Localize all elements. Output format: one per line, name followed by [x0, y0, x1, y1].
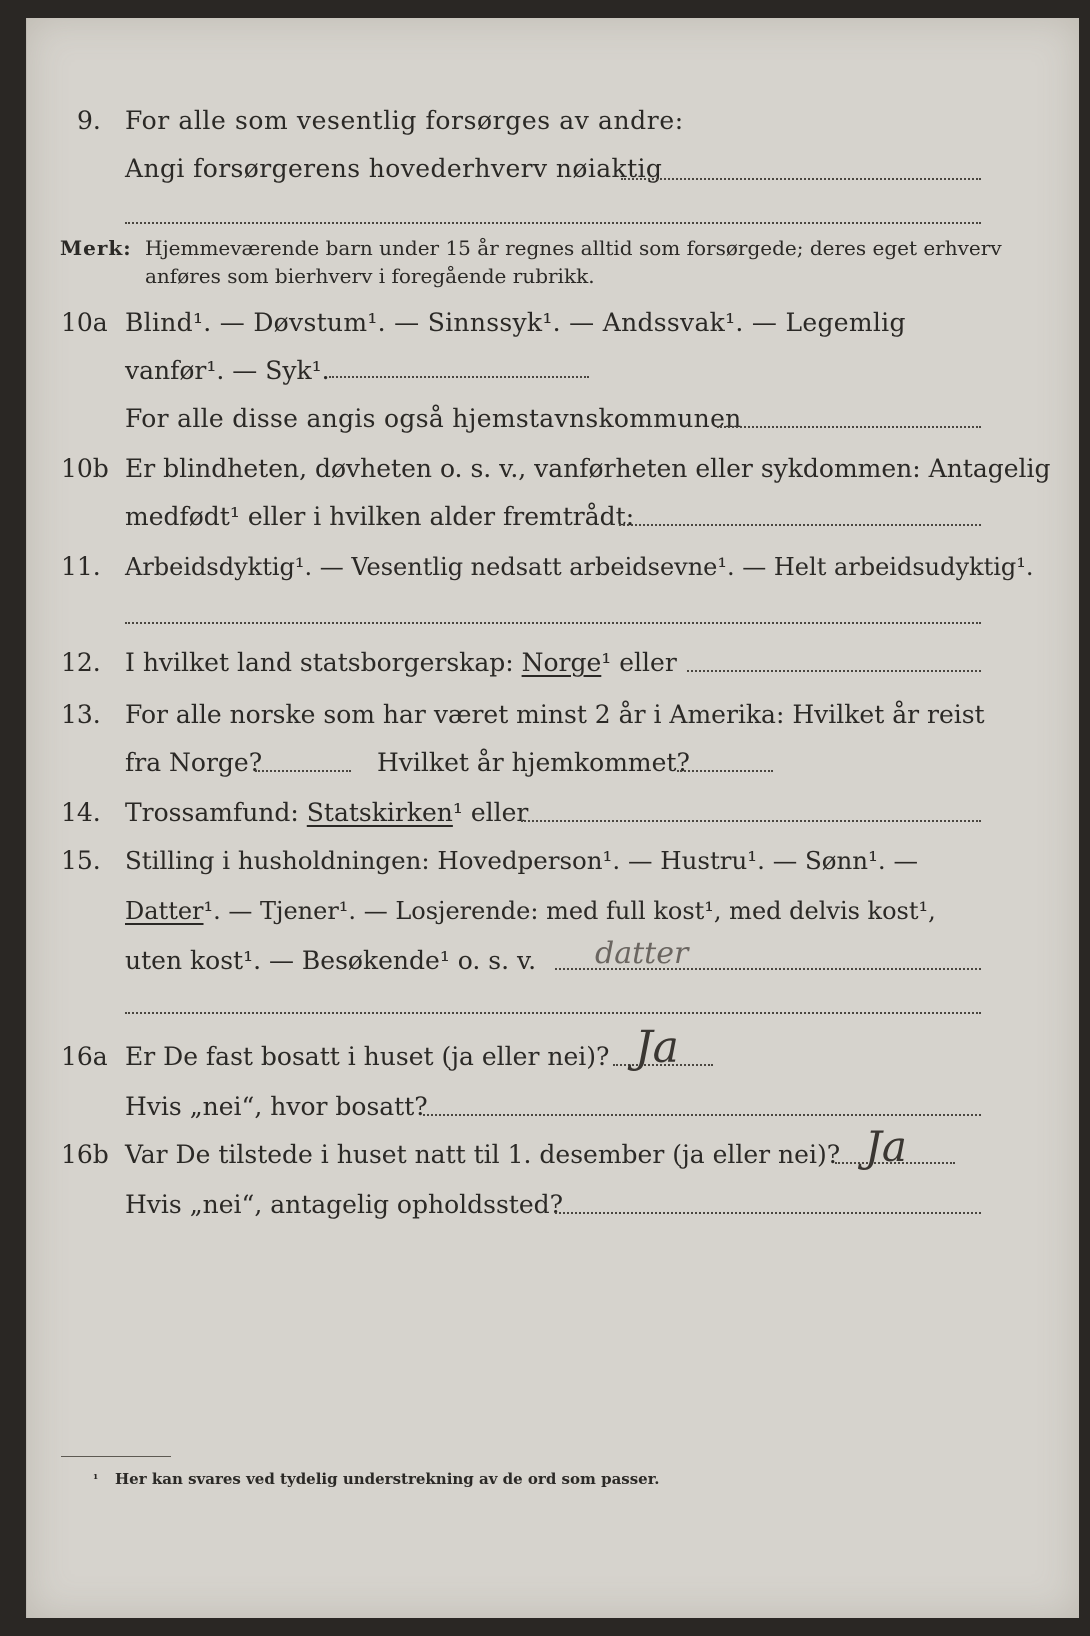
q14-eller: ¹ eller — [452, 798, 529, 827]
q12-number: 12. — [61, 648, 101, 677]
q16a-line2: Hvis „nei“, hvor bosatt? — [125, 1092, 428, 1121]
q12-text: I hvilket land statsborgerskap: — [125, 648, 514, 677]
q9-line1: For alle som vesentlig forsørges av andre: — [125, 106, 684, 135]
q12-eller: ¹ eller — [601, 648, 677, 677]
q13-line2a: fra Norge? — [125, 748, 263, 777]
q9-number: 9. — [77, 106, 101, 135]
q12-norge-underlined[interactable]: Norge — [521, 648, 602, 677]
q15-handwritten-answer: datter — [595, 936, 689, 971]
q9-answer-line-2[interactable] — [125, 222, 981, 224]
q13-reist-answer-line[interactable] — [255, 770, 351, 772]
merk-line2: anføres som bierhverv i foregående rubrikk. — [145, 264, 595, 288]
q11-line1: Arbeidsdyktig¹. — Vesentlig nedsatt arbeidsevne¹. — Helt arbeidsudyktig¹. — [125, 553, 1034, 581]
q16b-line2: Hvis „nei“, antagelig opholdssted? — [125, 1190, 564, 1219]
q16a-line1: Er De fast bosatt i huset (ja eller nei)? — [125, 1042, 610, 1071]
q16b-opholdssted-line[interactable] — [555, 1212, 981, 1214]
q10b-line1: Er blindheten, døvheten o. s. v., vanførheten eller sykdommen: Antagelig — [125, 454, 1051, 483]
q12-answer-line[interactable] — [687, 670, 981, 672]
q14-number: 14. — [61, 798, 101, 827]
q15-number: 15. — [61, 846, 101, 875]
q10b-line2: medfødt¹ eller i hvilken alder fremtrådt: — [125, 502, 635, 531]
q10b-answer-line[interactable] — [619, 524, 981, 526]
q10a-number: 10a — [61, 308, 108, 337]
q14-text: Trossamfund: — [125, 798, 299, 827]
q10a-line2: vanfør¹. — Syk¹. — [125, 356, 330, 385]
q16a-bosatt-line[interactable] — [423, 1114, 981, 1116]
q14-statskirken-underlined[interactable]: Statskirken — [306, 798, 453, 827]
merk-line1: Hjemmeværende barn under 15 år regnes alltid som forsørgede; deres eget erhverv — [145, 236, 1002, 260]
q15-datter-underlined[interactable]: Datter — [125, 897, 204, 925]
q14-answer-line[interactable] — [521, 820, 981, 822]
q16a-handwritten-answer: Ja — [635, 1022, 679, 1073]
q10a-line1: Blind¹. — Døvstum¹. — Sinnssyk¹. — Andssvak¹. — Legemlig — [125, 308, 906, 337]
q9-answer-line[interactable] — [621, 178, 981, 180]
q14-line — [125, 798, 528, 828]
q10a-answer-line[interactable] — [329, 376, 589, 378]
q10a-hjemstavn-line[interactable] — [717, 426, 981, 428]
census-form-page — [26, 18, 1079, 1618]
q11-answer-line[interactable] — [125, 622, 981, 624]
footnote-text: Her kan svares ved tydelig understrekning av de ord som passer. — [115, 1470, 660, 1488]
q13-hjemkommet-answer-line[interactable] — [677, 770, 773, 772]
q15-line2-text: ¹. — Tjener¹. — Losjerende: med full kost¹, med delvis kost¹, — [203, 897, 936, 925]
q12-line — [125, 648, 677, 678]
q13-line1: For alle norske som har været minst 2 år i Amerika: Hvilket år reist — [125, 700, 985, 729]
q15-line3: uten kost¹. — Besøkende¹ o. s. v. — [125, 946, 537, 975]
q11-number: 11. — [61, 552, 101, 581]
q16b-handwritten-answer: Ja — [865, 1122, 907, 1171]
footnote-rule — [61, 1456, 171, 1457]
q13-line2b: Hvilket år hjemkommet? — [377, 748, 690, 777]
q15-line1: Stilling i husholdningen: Hovedperson¹. — Hustru¹. — Sønn¹. — — [125, 846, 918, 875]
footnote-mark: ¹ — [93, 1472, 99, 1486]
q9-line2: Angi forsørgerens hovederhverv nøiaktig — [125, 154, 663, 183]
merk-label: Merk: — [60, 236, 132, 260]
q10a-line3: For alle disse angis også hjemstavnskommunen — [125, 404, 742, 433]
q10b-number: 10b — [61, 454, 109, 483]
q16b-number: 16b — [61, 1140, 109, 1169]
q16a-number: 16a — [61, 1042, 108, 1071]
q13-number: 13. — [61, 700, 101, 729]
q15-line2 — [125, 896, 936, 926]
q16b-line1: Var De tilstede i huset natt til 1. desember (ja eller nei)? — [125, 1140, 841, 1169]
q15-answer-line-2[interactable] — [125, 1012, 981, 1014]
